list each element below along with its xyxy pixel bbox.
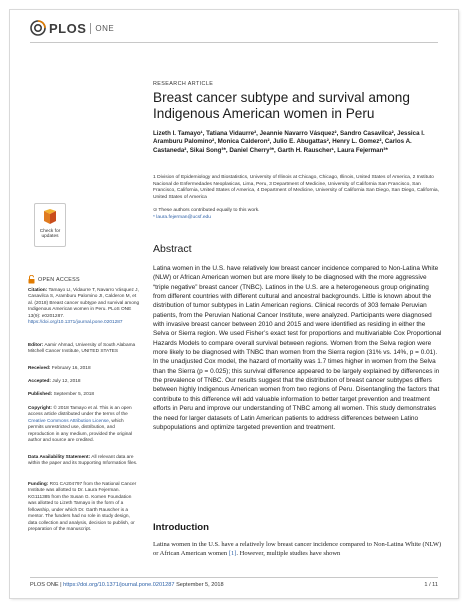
license-link[interactable]: Creative Commons Attribution License: [28, 418, 109, 424]
introduction-text-end: . However, multiple studies have shown: [236, 550, 341, 558]
citation-doi-link[interactable]: https://doi.org/10.1371/journal.pone.0201287: [28, 320, 123, 326]
footer-rule: [30, 577, 438, 578]
check-for-updates-button[interactable]: [34, 203, 66, 247]
data-availability-block: [28, 455, 140, 468]
check-updates-label: Check for updates: [39, 229, 61, 240]
funding-block: [28, 482, 140, 534]
page-number: 1 / 11: [424, 582, 438, 588]
corresponding-email-link[interactable]: * laura.fejerman@ucsf.edu: [153, 214, 211, 220]
author-notes: [153, 208, 443, 221]
introduction-heading: Introduction: [153, 522, 209, 533]
funding-text: R01 CA204797 from the National Cancer Institute was allotted to Dr. Laura Fejerman. KG111385 from the Susan G. Komen Foundation was allotted to Lizeth Tamayo in the form of a fellowship, under which Dr. Garth Rauscher is a mentor. The funders had no role in study design, data collection and analysis, decision to publish, or preparation of the manuscript.: [28, 482, 137, 533]
accepted-label: Accepted:: [28, 379, 51, 384]
logo-text: PLOS: [49, 20, 87, 36]
introduction-text-start: Latina women in the U.S. have a relatively low breast cancer incidence compared to Non-Latina White (NLW) or African American women: [153, 541, 442, 558]
journal-name: ONE: [95, 23, 115, 33]
received-date: February 16, 2018: [50, 366, 91, 371]
copyright-text: © 2018 Tamayo et al. This is an open access article distributed under the terms of the: [28, 406, 132, 418]
reference-link[interactable]: [1]: [228, 550, 237, 558]
copyright-label: Copyright:: [28, 406, 53, 411]
abstract-heading: Abstract: [153, 243, 192, 255]
author-list: Lizeth I. Tamayo¹, Tatiana Vidaurre², Jeannie Navarro Vásquez², Sandro Casavilca², Jessica I. Aramburu Palomino², Monica Calderon², Julio E. Abugattas², Henry L. Gomez², Carlos A. Castaneda², Sikai Song³*, Daniel Cherry³*, Garth H. Rauscher¹, Laura Fejerman³*: [153, 130, 425, 154]
introduction-text: [153, 540, 443, 559]
published-label: Published:: [28, 392, 53, 397]
header-rule: [30, 42, 438, 43]
data-availability-text: All relevant data are within the paper and its Supporting Information files.: [28, 455, 138, 467]
editor-label: Editor:: [28, 343, 44, 348]
paper-page: [10, 10, 458, 598]
logo-divider: [90, 23, 91, 34]
accepted-date: July 12, 2018: [50, 379, 81, 384]
footer-doi-link[interactable]: https://doi.org/10.1371/journal.pone.0201287: [63, 582, 175, 588]
editor-text: Aamir Ahmad, University of South Alabama Mitchell Cancer Institute, UNITED STATES: [28, 343, 136, 355]
funding-label: Funding:: [28, 482, 49, 487]
editor-block: [28, 343, 140, 356]
published-block: [28, 392, 140, 398]
copyright-text-end: , which permits unrestricted use, distribution, and reproduction in any medium, provided the original author and source are credited.: [28, 418, 133, 444]
affiliations: 1 Division of Epidemiology and Biostatistics, University of Illinois at Chicago, Chicago, Illinois, United States of America, 2 Instituto Nacional de Enfermedades Neoplasicas, Lima, Peru, 3 Department of Medicine, University of California San Francisco, San Francisco, California, United States of America, 4 Department of Medicine, University of California San Diego, San Diego, California, United States of America: [153, 175, 439, 200]
accepted-block: [28, 379, 140, 385]
abstract-text: Latina women in the U.S. have relatively low breast cancer incidence compared to Non-Latina White (NLW) or African American women but are more likely to be diagnosed with the more aggressive “triple negative” breast cancer (TNBC). Latinos in the U.S. are a heterogeneous group originating from different countries with different cultural and ancestral backgrounds. Little is known about the distribution of tumor subtypes in Latin American regions. Clinical records of 303 female Peruvian patients, from the Peruvian National Cancer Institute, were analyzed. Participants were diagnosed with invasive breast cancer between 2010 and 2015 and were identified as residing in either the Selva or Sierra region. We used Fisher’s exact test for proportions and multivariable Cox Proportional Hazards Models to compare overall survival between regions. Women from the Selva region were more likely to be diagnosed with TNBC than women from the Sierra region (31% vs. 14%, p = 0.01). In the unadjusted Cox model, the hazard of mortality was 1.7 times higher in women from the Selva than the Sierra (p = 0.025); this survival difference appeared to be largely explained by differences in the prevalence of TNBC. Our results suggest that the distribution of breast cancer subtypes differs between highly Indigenous American women from two regions of Peru. Disentangling the factors that contribute to this difference will add valuable information to better target prevention and treatment efforts in Peru and improve our understanding of TNBC among all women. This study demonstrates the need for larger datasets of Latin American patients to address differences between Latino subpopulations and optimize targeted prevention and treatment.: [153, 265, 442, 431]
data-availability-label: Data Availability Statement:: [28, 455, 91, 460]
copyright-block: [28, 406, 140, 445]
citation-block: [28, 288, 140, 327]
equal-contribution-note: ⊙ These authors contributed equally to this work.: [153, 208, 260, 213]
citation-text: Tamayo LI, Vidaurre T, Navarro Vásquez J, Casavilca S, Aramburu Palomino JI, Calderon M, et al. (2018) Breast cancer subtype and survival among Indigenous American women in Peru. PLoS ONE 13(9): e0201287.: [28, 288, 140, 319]
article-type: RESEARCH ARTICLE: [153, 81, 214, 87]
citation-label: Citation:: [28, 288, 48, 293]
open-access-badge: [28, 275, 80, 284]
published-date: September 5, 2018: [52, 392, 95, 397]
article-title: Breast cancer subtype and survival among Indigenous American women in Peru: [153, 90, 410, 121]
footer-citation: [30, 582, 224, 588]
plos-logo-icon: [30, 20, 46, 36]
received-label: Received:: [28, 366, 51, 371]
received-block: [28, 366, 140, 372]
open-lock-icon: [28, 275, 35, 284]
journal-logo[interactable]: [30, 20, 114, 36]
footer-journal: PLOS ONE |: [30, 582, 64, 588]
open-access-label: OPEN ACCESS: [38, 276, 80, 283]
check-updates-icon: [40, 207, 60, 227]
footer-date: September 5, 2018: [174, 582, 224, 588]
